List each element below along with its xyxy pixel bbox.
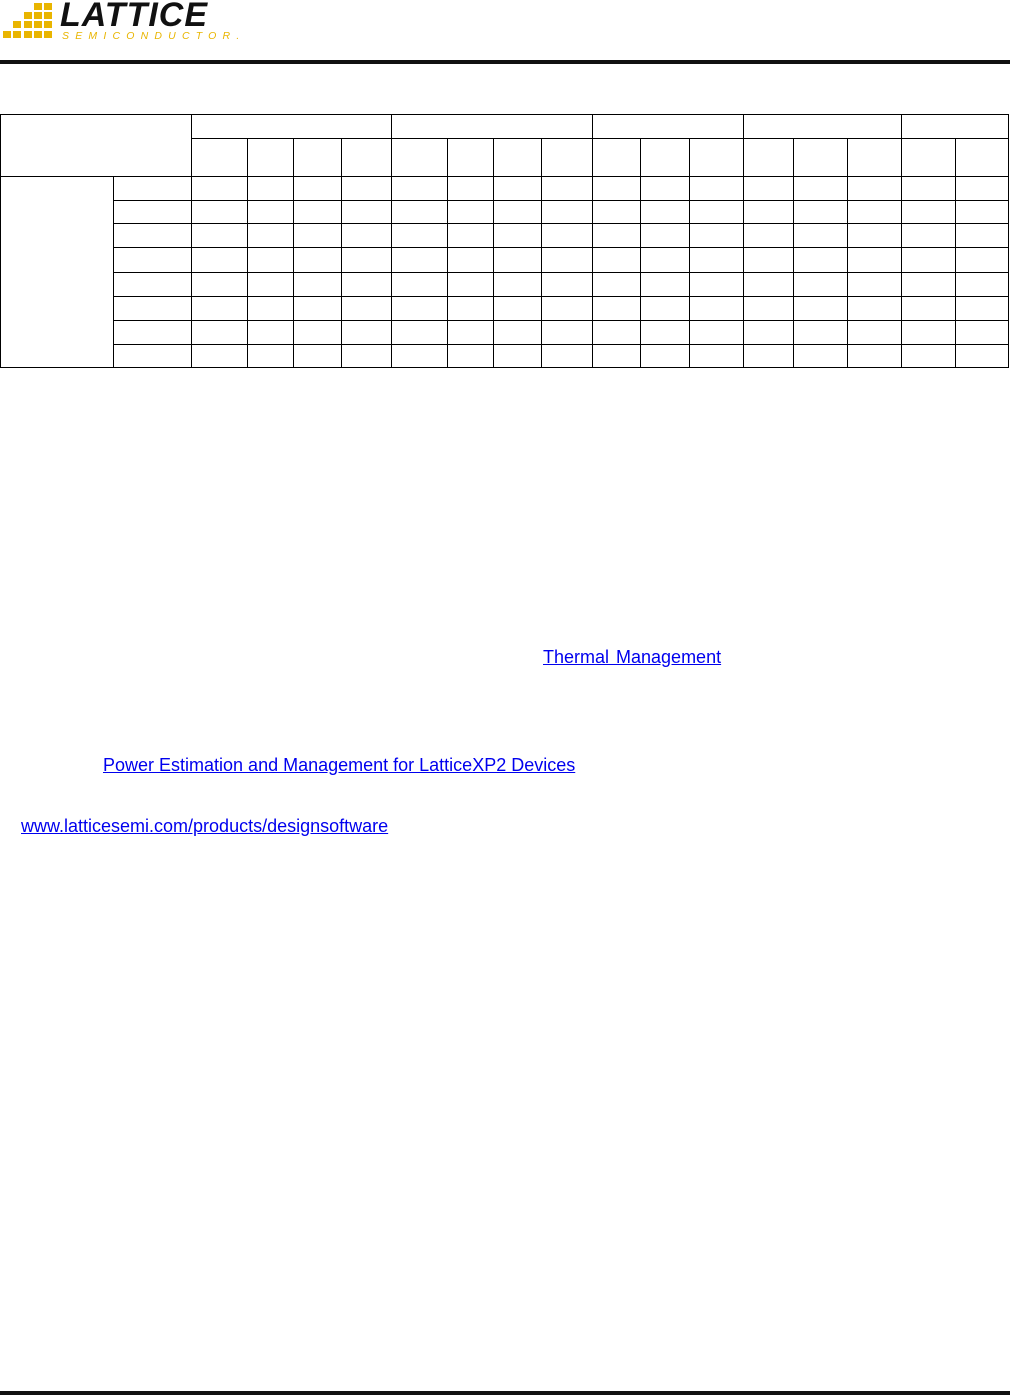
power-estimation-link[interactable]: Power Estimation and Management for LatticeXP2 Devices: [103, 755, 576, 775]
footer-rule: [0, 1391, 1010, 1395]
table-frame: [1, 115, 1009, 368]
logo-wordmark: LATTICE: [60, 0, 209, 34]
design-software-url-link[interactable]: www.latticesemi.com/products/designsoftware: [21, 816, 389, 836]
thermal-management-link[interactable]: Thermal Management: [543, 647, 722, 667]
data-table: [0, 0, 1010, 372]
logo-subtext: SEMICONDUCTOR.: [62, 30, 246, 42]
